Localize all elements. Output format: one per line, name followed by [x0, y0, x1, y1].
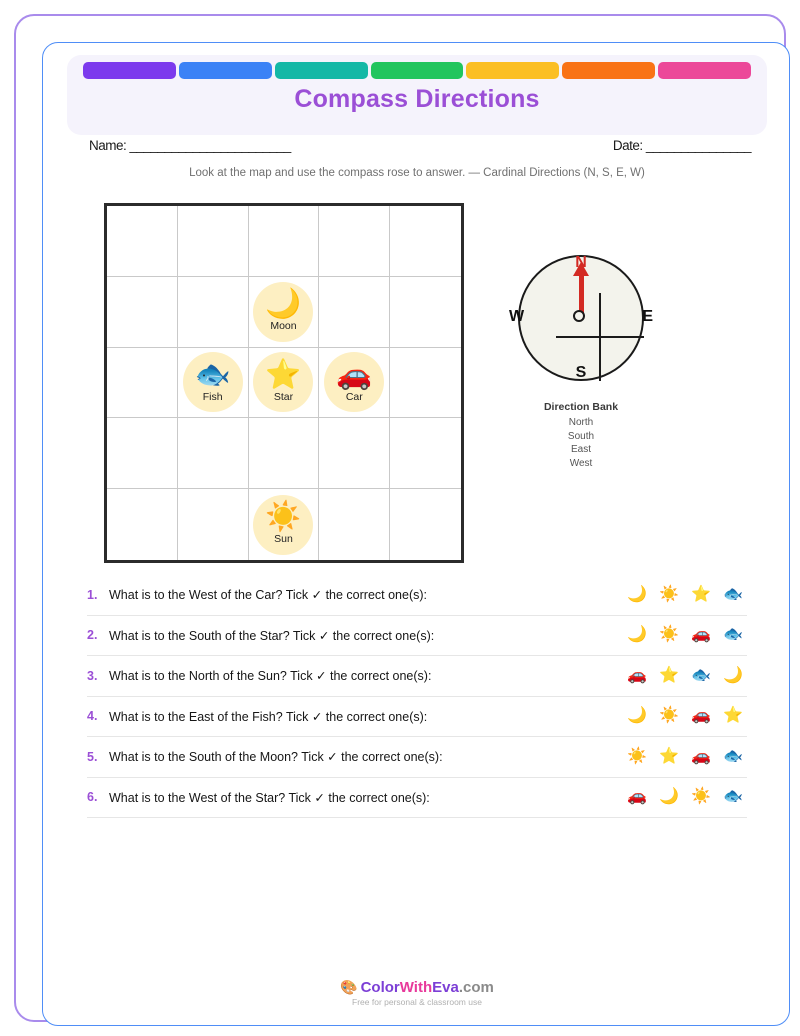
question-options — [627, 708, 747, 724]
question-number: 3. — [87, 668, 98, 683]
question-text: What is to the West of the Star? Tick ✓ the correct one(s): — [109, 790, 430, 805]
map-cell-r2c4[interactable] — [319, 277, 390, 348]
option-sun-icon[interactable]: ☀️ — [691, 788, 712, 806]
option-moon-icon[interactable]: 🌙 — [627, 585, 648, 603]
map-cell-r4c5[interactable] — [390, 418, 461, 489]
strip-pink — [658, 62, 751, 79]
direction-bank — [501, 401, 661, 470]
compass-label-north: N — [575, 254, 587, 271]
question-number: 6. — [87, 790, 98, 805]
question-row-6 — [87, 778, 747, 819]
question-number: 1. — [87, 587, 98, 602]
brand-text-eva: Eva — [432, 978, 459, 996]
map-cell-r5c1[interactable] — [107, 489, 178, 560]
sun-icon: ☀️ — [265, 500, 302, 533]
car-icon: 🚗 — [336, 358, 373, 391]
map-token-moon — [253, 282, 313, 342]
student-meta-row — [67, 138, 767, 164]
question-options — [627, 749, 747, 765]
map-token-label: Moon — [270, 319, 297, 332]
option-car-icon[interactable]: 🚗 — [691, 626, 712, 644]
question-row-3 — [87, 656, 747, 697]
option-sun-icon[interactable]: ☀️ — [627, 747, 648, 765]
option-moon-icon[interactable]: 🌙 — [723, 666, 743, 684]
option-car-icon[interactable]: 🚗 — [627, 666, 648, 684]
instructions-text: Look at the map and use the compass rose to answer. — Cardinal Directions (N, S, E, W) — [189, 167, 645, 179]
option-star-icon[interactable]: ⭐ — [723, 707, 743, 725]
map-cell-r1c4[interactable] — [319, 206, 390, 277]
strip-teal — [275, 62, 368, 79]
fish-icon: 🐟 — [194, 358, 231, 391]
option-moon-icon[interactable]: 🌙 — [627, 626, 648, 644]
map-cell-r1c3[interactable] — [249, 206, 320, 277]
option-sun-icon[interactable]: ☀️ — [659, 626, 680, 644]
map-cell-r5c5[interactable] — [390, 489, 461, 560]
map-cell-r1c2[interactable] — [178, 206, 249, 277]
question-number: 2. — [87, 628, 98, 643]
map-grid — [104, 203, 464, 563]
questions-list — [87, 575, 747, 818]
map-token-sun — [253, 495, 313, 555]
palette-icon: 🎨 — [340, 978, 358, 995]
map-cell-r3c2[interactable] — [178, 348, 249, 419]
brand-text-com: .com — [458, 978, 494, 996]
map-token-label: Fish — [202, 390, 223, 403]
brand-text-with: With — [399, 978, 433, 996]
question-number: 5. — [87, 749, 98, 764]
map-cell-r3c1[interactable] — [107, 348, 178, 419]
map-token-fish — [183, 352, 243, 412]
question-row-5 — [87, 737, 747, 778]
header-banner — [67, 55, 767, 135]
option-sun-icon[interactable]: ☀️ — [659, 707, 680, 725]
page-outer-border — [14, 14, 786, 1022]
strip-amber — [466, 62, 559, 79]
map-cell-r1c5[interactable] — [390, 206, 461, 277]
option-fish-icon[interactable]: 🐟 — [723, 788, 743, 806]
question-row-2 — [87, 616, 747, 657]
question-text: What is to the East of the Fish? Tick ✓ the correct one(s): — [109, 709, 428, 724]
color-strip — [83, 62, 751, 79]
name-field[interactable]: Name: _______________________ — [89, 138, 291, 153]
option-moon-icon[interactable]: 🌙 — [627, 707, 648, 725]
compass-rose — [501, 238, 661, 398]
question-options — [627, 627, 747, 643]
compass-label-east: E — [642, 308, 653, 325]
map-token-car — [324, 352, 384, 412]
option-moon-icon[interactable]: 🌙 — [659, 788, 680, 806]
map-cell-r5c3[interactable] — [249, 489, 320, 560]
compass-horizontal-axis — [556, 336, 644, 338]
footer-tagline: Free for personal & classroom use — [352, 997, 482, 1007]
compass-label-west: W — [509, 308, 525, 325]
map-cell-r5c4[interactable] — [319, 489, 390, 560]
map-cell-r4c2[interactable] — [178, 418, 249, 489]
worksheet-page — [42, 42, 790, 1026]
question-text: What is to the South of the Star? Tick ✓ the correct one(s): — [109, 628, 435, 643]
direction-bank-item-east: East — [570, 444, 591, 455]
map-token-label: Car — [345, 390, 363, 403]
question-row-1 — [87, 575, 747, 616]
option-fish-icon[interactable]: 🐟 — [723, 626, 743, 644]
direction-bank-title: Direction Bank — [543, 401, 619, 413]
option-star-icon[interactable]: ⭐ — [659, 747, 680, 765]
option-star-icon[interactable]: ⭐ — [659, 666, 680, 684]
option-fish-icon[interactable]: 🐟 — [723, 585, 743, 603]
moon-icon: 🌙 — [265, 287, 302, 320]
option-car-icon[interactable]: 🚗 — [691, 747, 712, 765]
direction-bank-item-south: South — [567, 430, 595, 442]
map-cell-r2c5[interactable] — [390, 277, 461, 348]
brand-text-color: Color — [360, 978, 400, 996]
date-field[interactable]: Date: _______________ — [612, 138, 751, 153]
question-number: 4. — [87, 709, 98, 724]
question-options — [627, 587, 747, 603]
map-token-star — [253, 352, 313, 412]
option-fish-icon[interactable]: 🐟 — [723, 747, 743, 765]
map-cell-r2c2[interactable] — [178, 277, 249, 348]
map-cell-r4c1[interactable] — [107, 418, 178, 489]
strip-blue — [179, 62, 272, 79]
map-cell-r1c1[interactable] — [107, 206, 178, 277]
map-cell-r4c3[interactable] — [249, 418, 320, 489]
map-cell-r3c3[interactable] — [249, 348, 320, 419]
direction-bank-item-north: North — [568, 417, 594, 428]
map-token-label: Star — [273, 390, 294, 403]
star-icon: ⭐ — [265, 358, 302, 391]
option-fish-icon[interactable]: 🐟 — [691, 666, 712, 684]
option-car-icon[interactable]: 🚗 — [627, 788, 648, 806]
direction-bank-item-west: West — [569, 457, 593, 469]
question-text: What is to the South of the Moon? Tick ✓ the correct one(s): — [109, 750, 443, 765]
brand-logo[interactable] — [43, 980, 790, 997]
option-star-icon[interactable]: ⭐ — [691, 585, 712, 603]
option-car-icon[interactable]: 🚗 — [691, 707, 712, 725]
strip-purple — [83, 62, 176, 79]
map-cell-r3c4[interactable] — [319, 348, 390, 419]
map-cell-r5c2[interactable] — [178, 489, 249, 560]
footer — [43, 980, 790, 1008]
strip-green — [371, 62, 464, 79]
option-sun-icon[interactable]: ☀️ — [659, 585, 680, 603]
question-row-4 — [87, 697, 747, 738]
question-options — [627, 789, 747, 805]
map-cell-r3c5[interactable] — [390, 348, 461, 419]
strip-orange — [562, 62, 655, 79]
page-title: Compass Directions — [294, 85, 540, 113]
question-text: What is to the North of the Sun? Tick ✓ the correct one(s): — [109, 669, 432, 684]
question-text: What is to the West of the Car? Tick ✓ the correct one(s): — [109, 588, 427, 603]
map-cell-r2c3[interactable] — [249, 277, 320, 348]
compass-hub — [573, 310, 585, 322]
question-options — [627, 668, 747, 684]
map-cell-r4c4[interactable] — [319, 418, 390, 489]
map-cell-r2c1[interactable] — [107, 277, 178, 348]
map-token-label: Sun — [274, 532, 293, 545]
compass-label-south: S — [575, 364, 587, 381]
